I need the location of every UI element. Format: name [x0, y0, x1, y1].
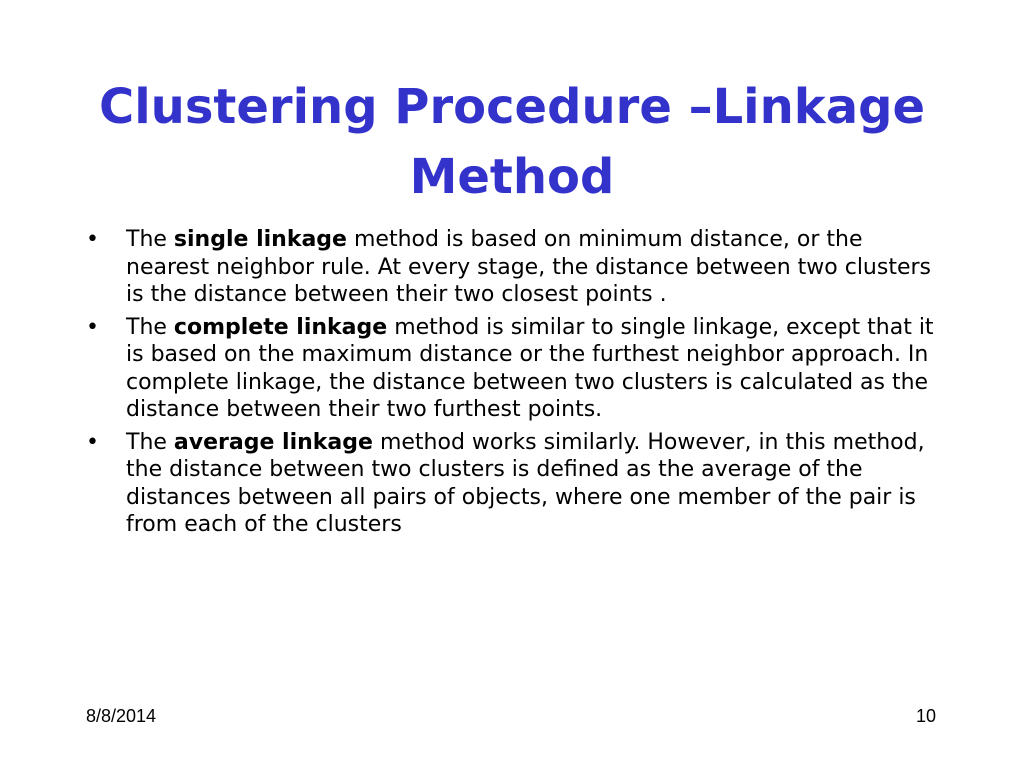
bullet-item-average-linkage	[86, 429, 946, 539]
bullet-prefix: The	[126, 314, 174, 340]
bullet-marker: •	[86, 314, 99, 340]
bullet-text: method is based on minimum distance, or the nearest neighbor rule. At every stage, the distance between two clusters is the distance between their two closest points .	[126, 227, 931, 307]
footer-page-number: 10	[915, 706, 936, 726]
bullet-marker: •	[86, 429, 99, 455]
bullet-term: complete linkage	[173, 314, 388, 340]
bullet-prefix: The	[126, 227, 174, 252]
bullet-marker: •	[86, 227, 99, 252]
bullet-text: method works similarly. However, in this method, the distance between two clusters is defined as the average of the distances between all pairs of objects, where one member of the pair is from each of the clusters	[126, 429, 925, 537]
footer-date: 8/8/2014	[86, 706, 157, 726]
bullet-term: average linkage	[173, 429, 373, 455]
bullet-item-complete-linkage	[86, 314, 946, 424]
bullet-term: single linkage	[173, 227, 347, 252]
bullet-list	[86, 226, 946, 544]
bullet-text: method is similar to single linkage, except that it is based on the maximum distance or the furthest neighbor approach. In complete linkage, the distance between two clusters is calculated as the distance between their two furthest points.	[126, 314, 934, 422]
bullet-item-single-linkage	[86, 226, 946, 309]
slide-title: Clustering Procedure –Linkage Method	[98, 79, 926, 205]
bullet-prefix: The	[126, 429, 174, 455]
